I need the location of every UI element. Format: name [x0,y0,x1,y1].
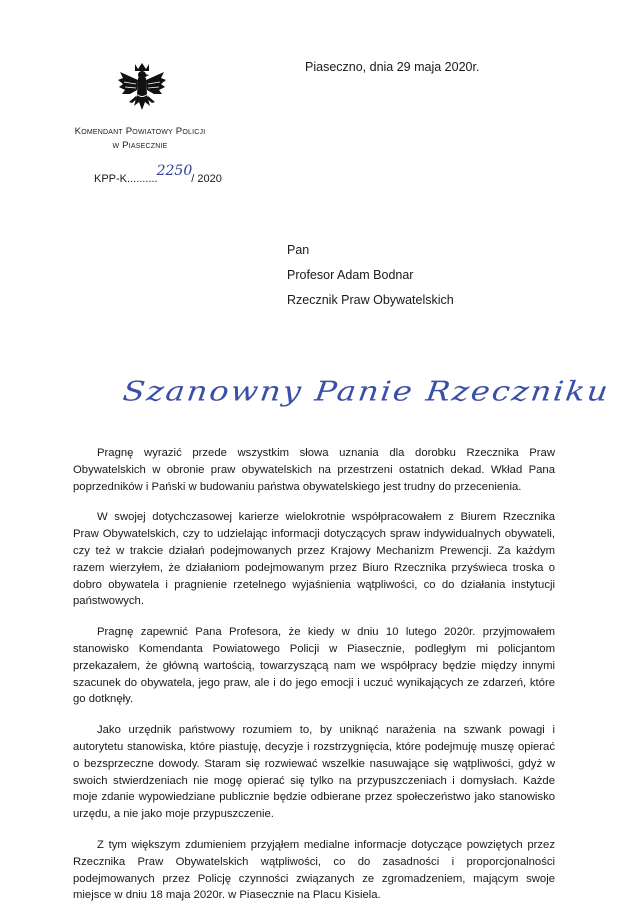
paragraph: Pragnę zapewnić Pana Profesora, że kiedy w dniu 10 lutego 2020r. przyjmowałem stanowisko Komendanta Powiatowego Policji w Piasecznie, podległym mi policjantom przekazałem, że główną wartością, towarzyszącą nam we współpracy będzie między innymi szacunek do obywatela, jego praw, ale i do jego emocji i uczuć wynikających ze zdarzeń, które go dotknęły. [73,626,555,706]
paragraph: Pragnę wyrazić przede wszystkim słowa uznania dla dorobku Rzecznika Praw Obywatelskich w obronie praw obywatelskich na przestrzeni ostatnich dekad. Wkład Pana poprzedników i Pański w budowaniu państwa obywatelskiego jest trudny do przecenienia. [73,447,555,493]
ref-prefix: KPP-K. [94,173,131,185]
authority-location: w Piasecznie [112,140,168,151]
ref-handwritten-number: 2250 [156,163,193,179]
reference-number: KPP-K..........2250/ 2020 [94,163,222,185]
paragraph: W swojej dotychczasowej karierze wielokrotnie współpracowałem z Biurem Rzecznika Praw Obywatelskich, czy to udzielając informacji dotyczących spraw indywidualnych obywateli, czy też w trakcie działań podejmowanych przez Krajowy Mechanizm Prewencji. Za każdym razem wierzyłem, że działaniom podejmowanym przez Biuro Rzecznika przyświeca troska o dobro obywatela i pragnienie rzetelnego wyjaśnienia wątpliwości, co do działania instytucji państwowych. [73,511,555,608]
place-date: Piaseczno, dnia 29 maja 2020r. [305,60,480,74]
recipient-block [287,238,454,313]
recipient-name: Profesor Adam Bodnar [287,268,414,282]
paragraph: Jako urzędnik państwowy rozumiem to, by uniknąć narażenia na szwank powagi i autorytetu stanowiska, które piastuję, decyzje i rozstrzygnięcia, które podejmuję muszę opierać o bezsprzeczne dowody. Staram się rozwiewać wszelkie nasuwające się wątpliwości, gdyż w swoich stwierdzeniach nie mogę opierać się tylko na przypuszczeniach i domysłach. Każde moje zdanie wypowiedziane publicznie będzie odbierane przez społeczeństwo jako stanowisko urzędu, a nie jako moje przypuszczenie. [73,724,555,821]
recipient-honorific: Pan [287,243,310,257]
handwritten-salutation: Szanowny Panie Rzeczniku [121,374,612,408]
issuing-authority [60,125,220,153]
ref-suffix: / 2020 [191,173,222,185]
paragraph: Z tym większym zdumieniem przyjąłem medialne informacje dotyczące powziętych przez Rzecznika Praw Obywatelskich wątpliwości, co do zasadności i proporcjonalności podejmowanych przez Policję czynności związanych ze zgromadzeniem, mającym swoje miejsce w dniu 18 maja 2020r. w Piasecznie na Placu Kisiela. [73,838,555,902]
letter-body [73,445,555,918]
recipient-position: Rzecznik Praw Obywatelskich [287,293,454,307]
eagle-emblem-icon [116,60,168,120]
authority-title: Komendant Powiatowy Policji [74,126,206,137]
